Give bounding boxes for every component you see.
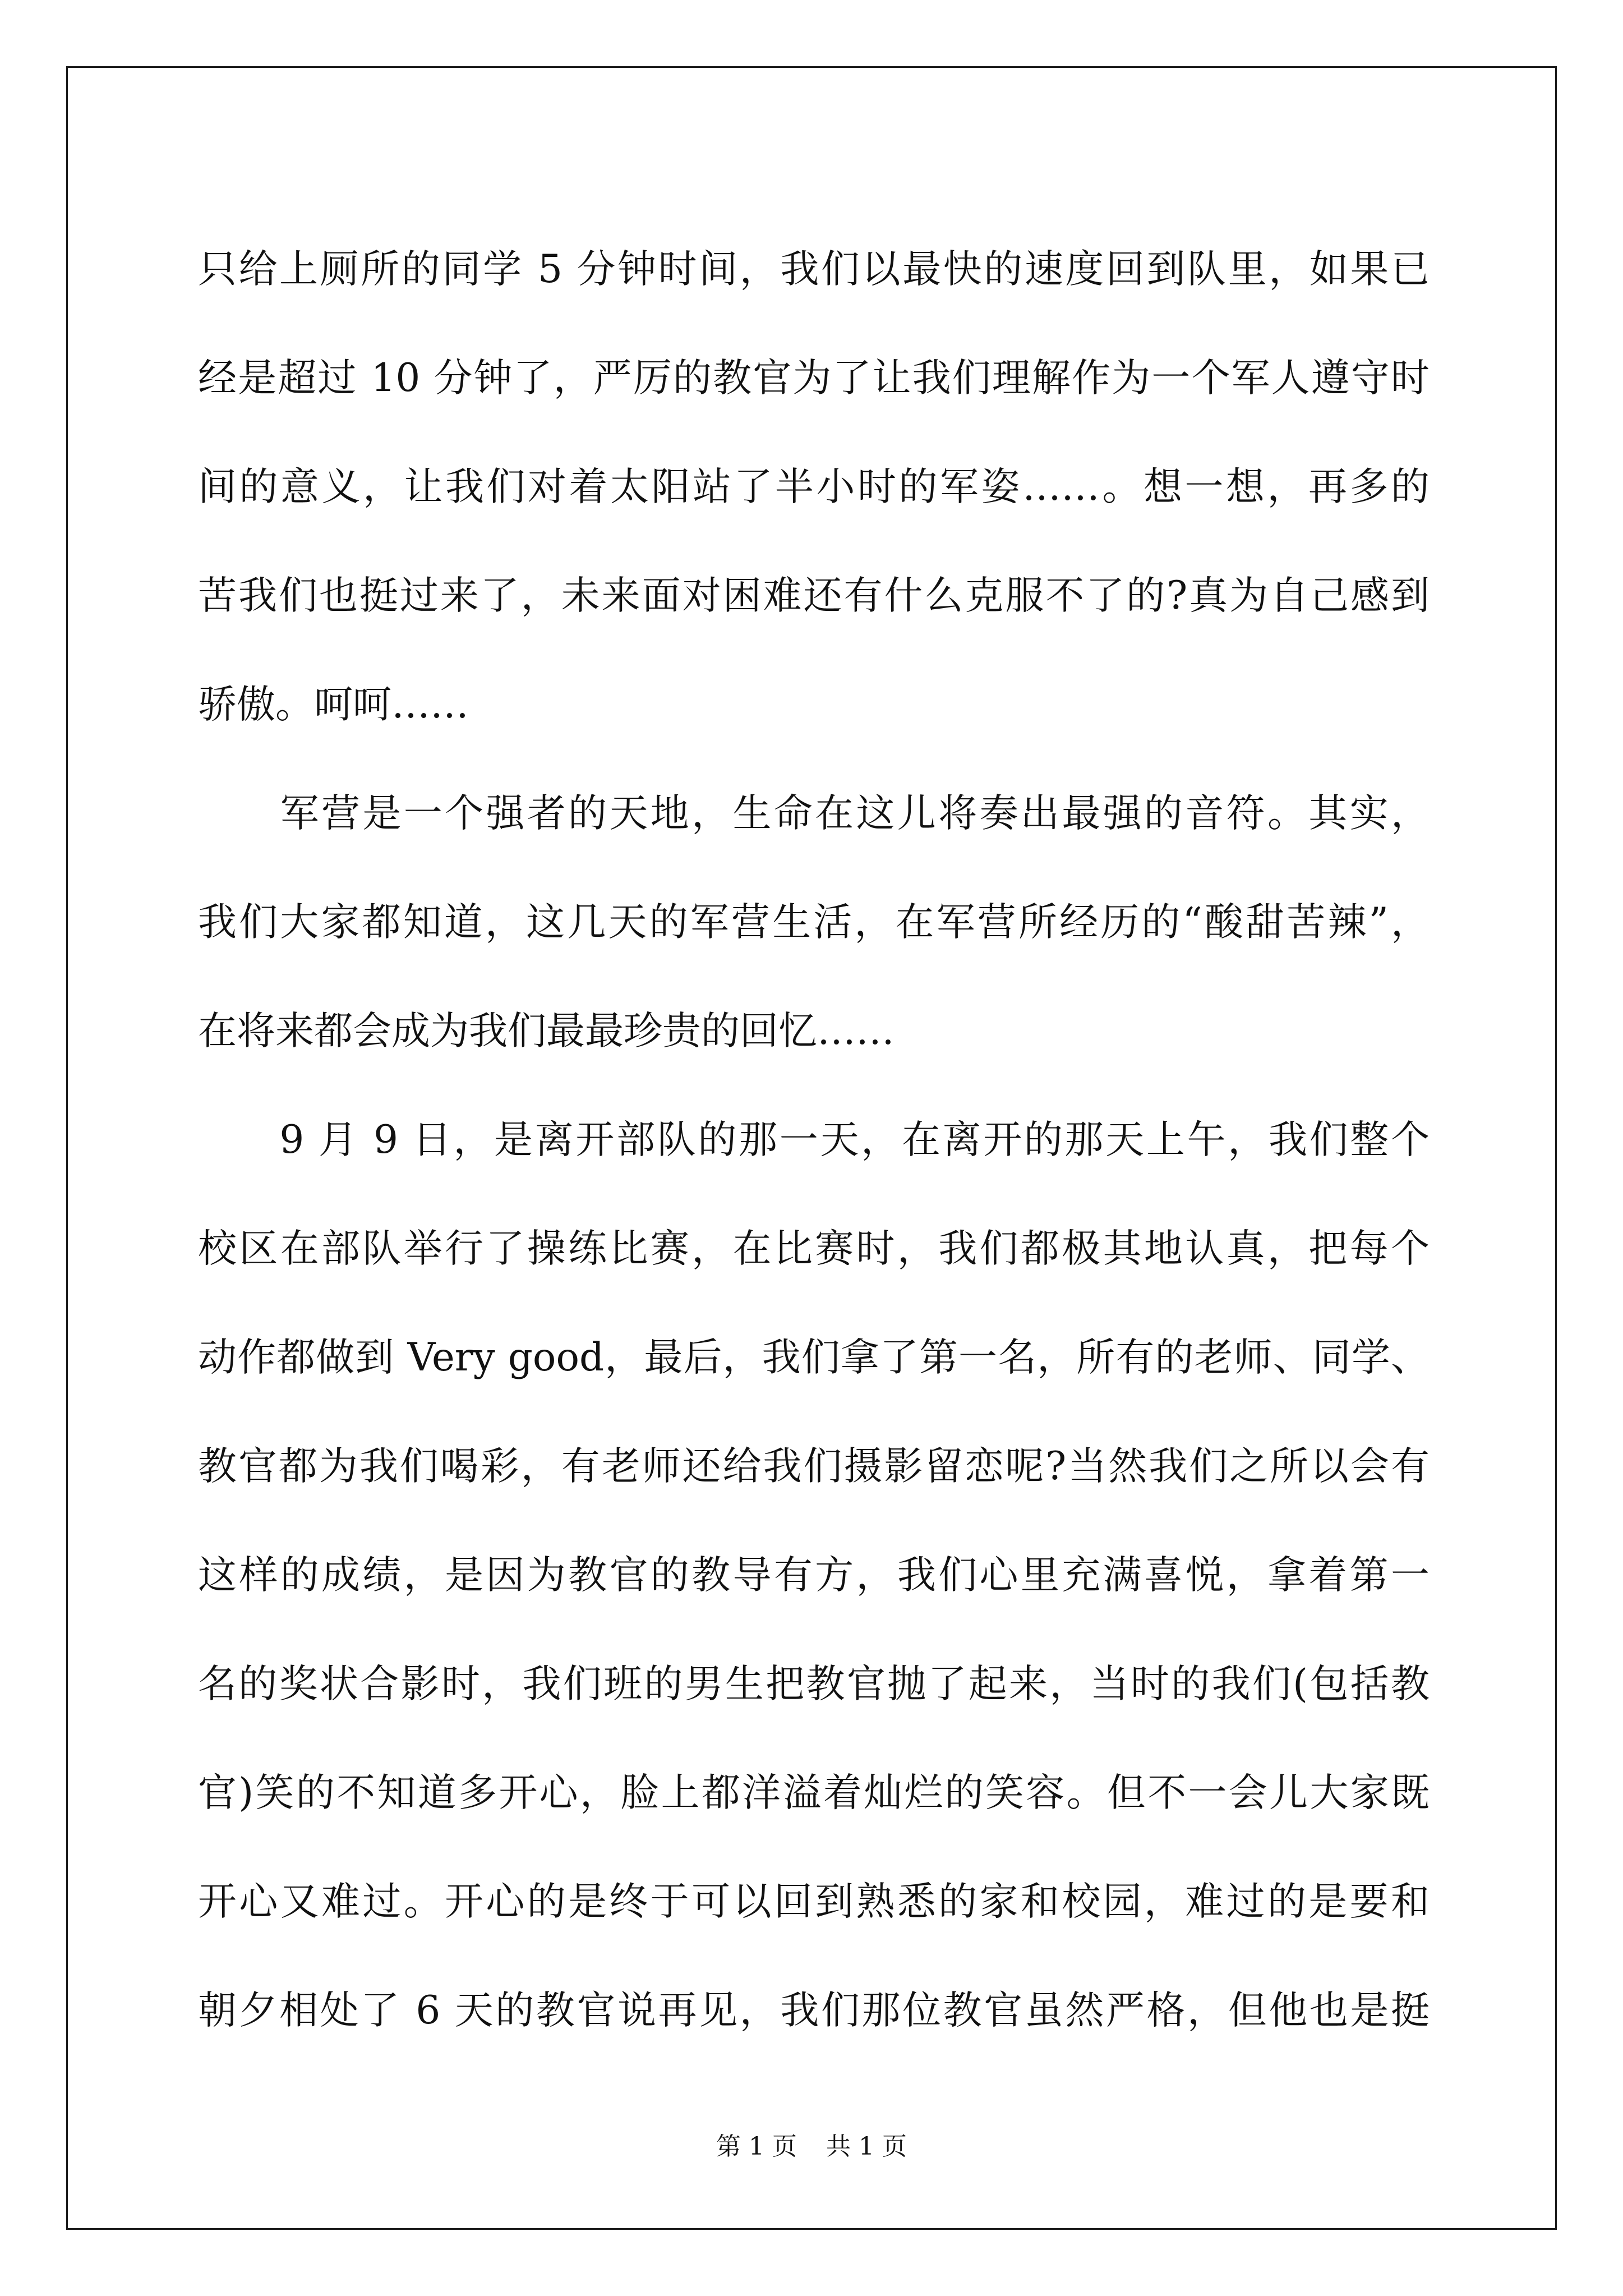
text-line: 间的意义，让我们对着太阳站了半小时的军姿……。想一想，再多的 — [198, 464, 1430, 509]
text-line: 名的奖状合影时，我们班的男生把教官抛了起来，当时的我们(包括教 — [198, 1662, 1430, 1706]
text-line: 骄傲。呵呵…… — [198, 682, 469, 727]
text-line: 我们大家都知道，这几天的军营生活，在军营所经历的“酸甜苦辣”， — [198, 900, 1430, 945]
text-line: 苦我们也挺过来了，未来面对困难还有什么克服不了的?真为自己感到 — [198, 573, 1430, 618]
text-line: 校区在部队举行了操练比赛，在比赛时，我们都极其地认真，把每个 — [198, 1226, 1430, 1271]
page-footer — [0, 2126, 1623, 2162]
text-line: 这样的成绩，是因为教官的教导有方，我们心里充满喜悦，拿着第一 — [198, 1553, 1430, 1598]
text-line: 朝夕相处了 6 天的教官说再见，我们那位教官虽然严格，但他也是挺 — [198, 1988, 1430, 2033]
text-line: 只给上厕所的同学 5 分钟时间，我们以最快的速度回到队里，如果已 — [198, 247, 1430, 292]
text-line: 在将来都会成为我们最最珍贵的回忆…… — [198, 1009, 895, 1053]
text-line: 官)笑的不知道多开心，脸上都洋溢着灿烂的笑容。但不一会儿大家既 — [198, 1770, 1430, 1815]
text-line: 动作都做到 Very good，最后，我们拿了第一名，所有的老师、同学、 — [198, 1335, 1430, 1380]
document-body — [198, 215, 1430, 2065]
page-total: 共 1 页 — [826, 2132, 907, 2161]
text-line: 9 月 9 日，是离开部队的那一天，在离开的那天上午，我们整个 — [198, 1117, 1430, 1162]
text-line: 军营是一个强者的天地，生命在这儿将奏出最强的音符。其实， — [198, 791, 1430, 836]
text-line: 经是超过 10 分钟了，严厉的教官为了让我们理解作为一个军人遵守时 — [198, 356, 1430, 401]
text-line: 教官都为我们喝彩，有老师还给我们摄影留恋呢?当然我们之所以会有 — [198, 1444, 1430, 1489]
text-line: 开心又难过。开心的是终于可以回到熟悉的家和校园，难过的是要和 — [198, 1879, 1430, 1924]
page-number: 第 1 页 — [716, 2132, 797, 2161]
